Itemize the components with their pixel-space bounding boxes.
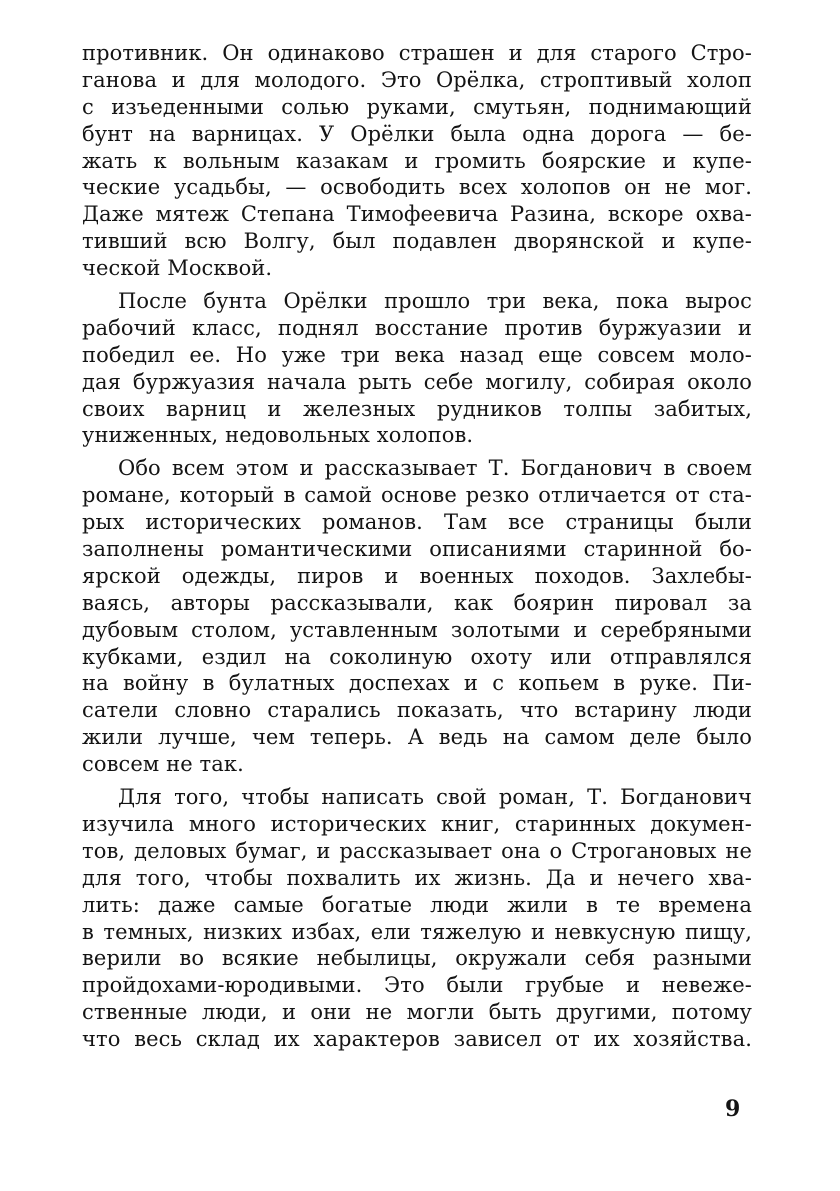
page-body — [82, 40, 752, 1059]
paragraph-2 — [82, 288, 752, 449]
text-line: Для того, чтобы написать свой роман, Т. Богданович — [118, 785, 752, 810]
text-line: противник. Он одинаково страшен и для старого Стро- — [82, 41, 752, 65]
text-line: изучила много исторических книг, старинных докумен- — [82, 811, 752, 836]
text-line: что весь склад их характеров зависел от их хозяйства. — [82, 1027, 752, 1052]
text-line: совсем не так. — [82, 752, 244, 777]
text-line: сатели словно старались показать, что встарину люди — [82, 698, 752, 723]
text-line: рых исторических романов. Там все страницы были — [82, 510, 752, 535]
text-line: ваясь, авторы рассказывали, как боярин пировал за — [82, 590, 752, 615]
text-line: жили лучше, чем теперь. А ведь на самом деле было — [82, 725, 752, 750]
text-line: жать к вольным казакам и громить боярские и купе- — [82, 148, 752, 173]
text-line: в темных, низких избах, ели тяжелую и невкусную пищу, — [82, 919, 752, 944]
paragraph-1 — [82, 40, 752, 282]
text-line: Даже мятеж Степана Тимофеевича Разина, вскоре охва- — [82, 202, 752, 227]
text-line: кубками, ездил на соколиную охоту или отправлялся — [82, 644, 752, 669]
text-line: верили во всякие небылицы, окружали себя разными — [82, 946, 752, 971]
text-line: ярской одежды, пиров и военных походов. Захлебы- — [82, 563, 752, 588]
paragraph-3 — [82, 455, 752, 778]
text-line: ганова и для молодого. Это Орёлка, строптивый холоп — [82, 67, 752, 92]
text-line: тивший всю Волгу, был подавлен дворянской и купе- — [82, 229, 752, 254]
text-line: дая буржуазия начала рыть себе могилу, собирая около — [82, 369, 752, 394]
text-line: ственные люди, и они не могли быть другими, потому — [82, 1000, 752, 1025]
text-line: победил ее. Но уже три века назад еще совсем моло- — [82, 342, 752, 367]
text-line: на войну в булатных доспехах и с копьем в руке. Пи- — [82, 671, 752, 696]
text-line: рабочий класс, поднял восстание против буржуазии и — [82, 315, 752, 340]
paragraph-4 — [82, 784, 752, 1053]
text-line: ческой Москвой. — [82, 256, 273, 281]
text-line: для того, чтобы похвалить их жизнь. Да и нечего хва- — [82, 865, 752, 890]
text-line: дубовым столом, уставленным золотыми и серебряными — [82, 617, 752, 642]
text-line: романе, который в самой основе резко отличается от ста- — [82, 483, 752, 508]
text-line: с изъеденными солью руками, смутьян, поднимающий — [82, 94, 752, 119]
text-line: бунт на варницах. У Орёлки была одна дорога — бе- — [82, 121, 752, 146]
text-line: заполнены романтическими описаниями старинной бо- — [82, 537, 752, 562]
text-line: Обо всем этом и рассказывает Т. Богданович в своем — [118, 456, 752, 481]
text-line: лить: даже самые богатые люди жили в те времена — [82, 892, 752, 917]
text-line: После бунта Орёлки прошло три века, пока вырос — [118, 289, 752, 314]
text-line: пройдохами-юродивыми. Это были грубые и невеже- — [82, 973, 752, 998]
text-line: своих варниц и железных рудников толпы забитых, — [82, 396, 752, 421]
page-number: 9 — [725, 1096, 741, 1122]
text-line: ческие усадьбы, — освободить всех холопов он не мог. — [82, 175, 752, 200]
text-line: тов, деловых бумаг, и рассказывает она о Строгановых не — [82, 838, 752, 863]
text-line: униженных, недовольных холопов. — [82, 423, 474, 448]
